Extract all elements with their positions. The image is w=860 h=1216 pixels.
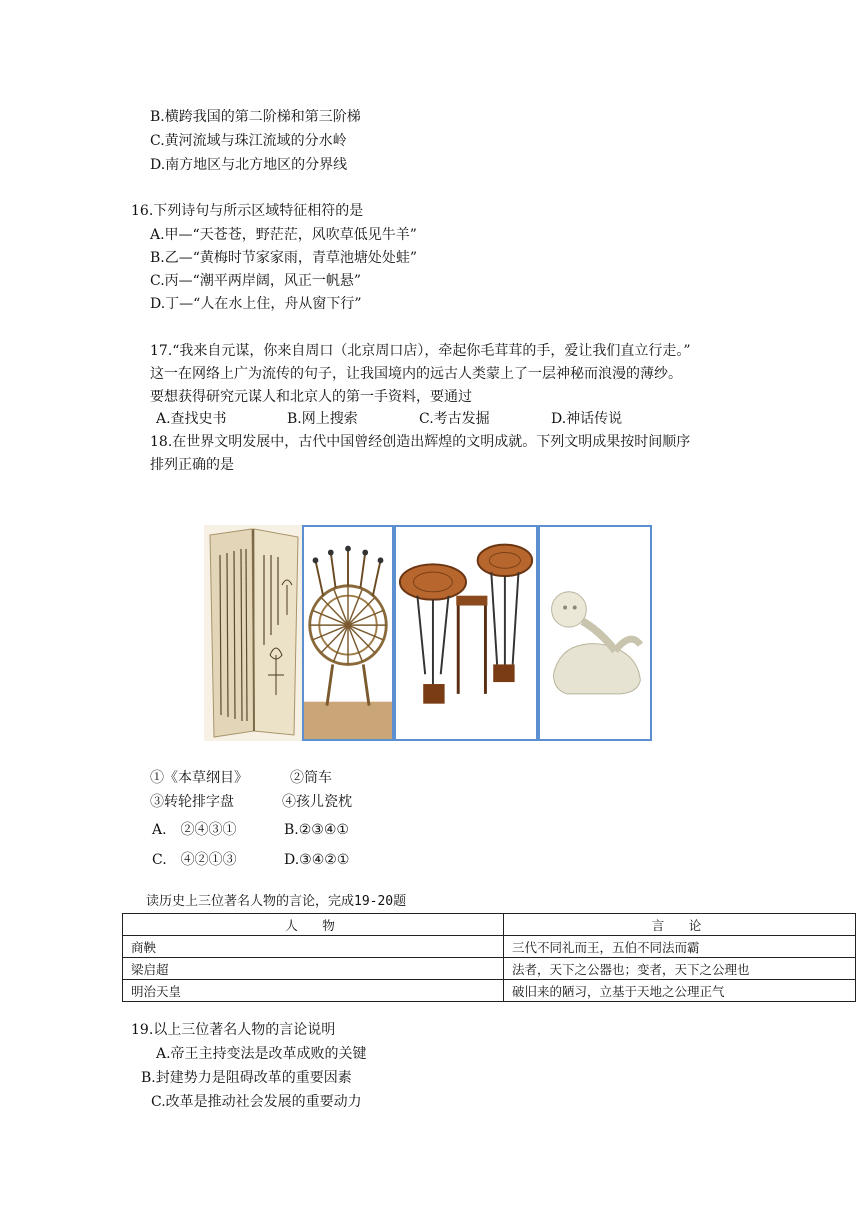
q18-caption-1: ①《本草纲目》 xyxy=(150,770,248,786)
person-cell: 梁启超 xyxy=(123,958,504,980)
q18-caption-3: ③转轮排字盘 xyxy=(150,794,234,810)
q18-options-row-2 xyxy=(0,850,860,870)
quote-table xyxy=(122,913,856,1002)
q18-option-d: D.③④②① xyxy=(284,852,350,868)
quote-cell: 破旧来的陋习，立基于天地之公理正气 xyxy=(504,980,856,1002)
q17-stem-line-3: 要想获得研究元谋人和北京人的第一手资料，要通过 xyxy=(150,389,472,405)
q18-option-c: C. ④②①③ xyxy=(152,852,237,868)
q17-stem-line-2: 这一在网络上广为流传的句子，让我国境内的远古人类蒙上了一层神秘而浪漫的薄纱。 xyxy=(150,366,682,382)
q16-option-d: D.丁—“人在水上住，舟从窗下行” xyxy=(150,296,362,312)
q18-options-row-1 xyxy=(0,820,860,840)
q18-option-b: B.②③④① xyxy=(284,822,349,838)
q17-option-c: C.考古发掘 xyxy=(419,411,490,427)
q17-stem-line-1: 17.“我来自元谋，你来自周口（北京周口店），牵起你毛茸茸的手，爱让我们直立行走。” xyxy=(150,343,691,359)
q18-captions-row-1 xyxy=(0,768,860,788)
person-cell: 商鞅 xyxy=(123,936,504,958)
q16-option-b: B.乙—“黄梅时节家家雨，青草池塘处处蛙” xyxy=(150,250,418,266)
ancient-book-image xyxy=(204,525,302,741)
table-header-row xyxy=(123,914,856,936)
q18-captions-row-2 xyxy=(0,792,860,812)
q19-stem: 19.以上三位著名人物的言论说明 xyxy=(131,1022,336,1038)
header-person: 人 物 xyxy=(123,914,504,936)
table-intro: 读历史上三位著名人物的言论，完成19-20题 xyxy=(146,894,407,909)
q15-option-c: C.黄河流域与珠江流域的分水岭 xyxy=(150,133,347,149)
q16-option-a: A.甲—“天苍苍，野茫茫，风吹草低见牛羊” xyxy=(150,227,417,243)
q19-option-c: C.改革是推动社会发展的重要动力 xyxy=(151,1094,362,1110)
q17-options xyxy=(0,409,860,429)
q17-option-a: A.查找史书 xyxy=(156,411,227,427)
q18-caption-2: ②筒车 xyxy=(290,770,332,786)
q18-caption-4: ④孩儿瓷枕 xyxy=(282,794,352,810)
child-porcelain-pillow-image xyxy=(538,525,652,741)
q15-option-d: D.南方地区与北方地区的分界线 xyxy=(150,157,348,173)
person-cell: 明治天皇 xyxy=(123,980,504,1002)
quote-cell: 三代不同礼而王，五伯不同法而霸 xyxy=(504,936,856,958)
q16-stem: 16.下列诗句与所示区域特征相符的是 xyxy=(131,203,364,219)
water-wheel-image xyxy=(302,525,394,741)
q18-option-a: A. ②④③① xyxy=(152,822,237,838)
q15-option-b: B.横跨我国的第二阶梯和第三阶梯 xyxy=(150,109,361,125)
q16-option-c: C.丙—“潮平两岸阔，风正一帆悬” xyxy=(150,273,361,289)
q18-image-strip xyxy=(204,525,652,741)
q17-option-d: D.神话传说 xyxy=(551,411,623,427)
table-row xyxy=(123,936,856,958)
table-row xyxy=(123,980,856,1002)
q19-option-a: A.帝王主持变法是改革成败的关键 xyxy=(156,1046,367,1062)
rotating-type-tray-image xyxy=(394,525,538,741)
q18-stem-line-2: 排列正确的是 xyxy=(150,457,234,473)
q19-option-b: B.封建势力是阻碍改革的重要因素 xyxy=(141,1070,352,1086)
table-row xyxy=(123,958,856,980)
q17-option-b: B.网上搜索 xyxy=(287,411,358,427)
header-quote: 言 论 xyxy=(504,914,856,936)
quote-cell: 法者，天下之公器也；变者，天下之公理也 xyxy=(504,958,856,980)
q18-stem-line-1: 18.在世界文明发展中，古代中国曾经创造出辉煌的文明成就。下列文明成果按时间顺序 xyxy=(150,434,691,450)
